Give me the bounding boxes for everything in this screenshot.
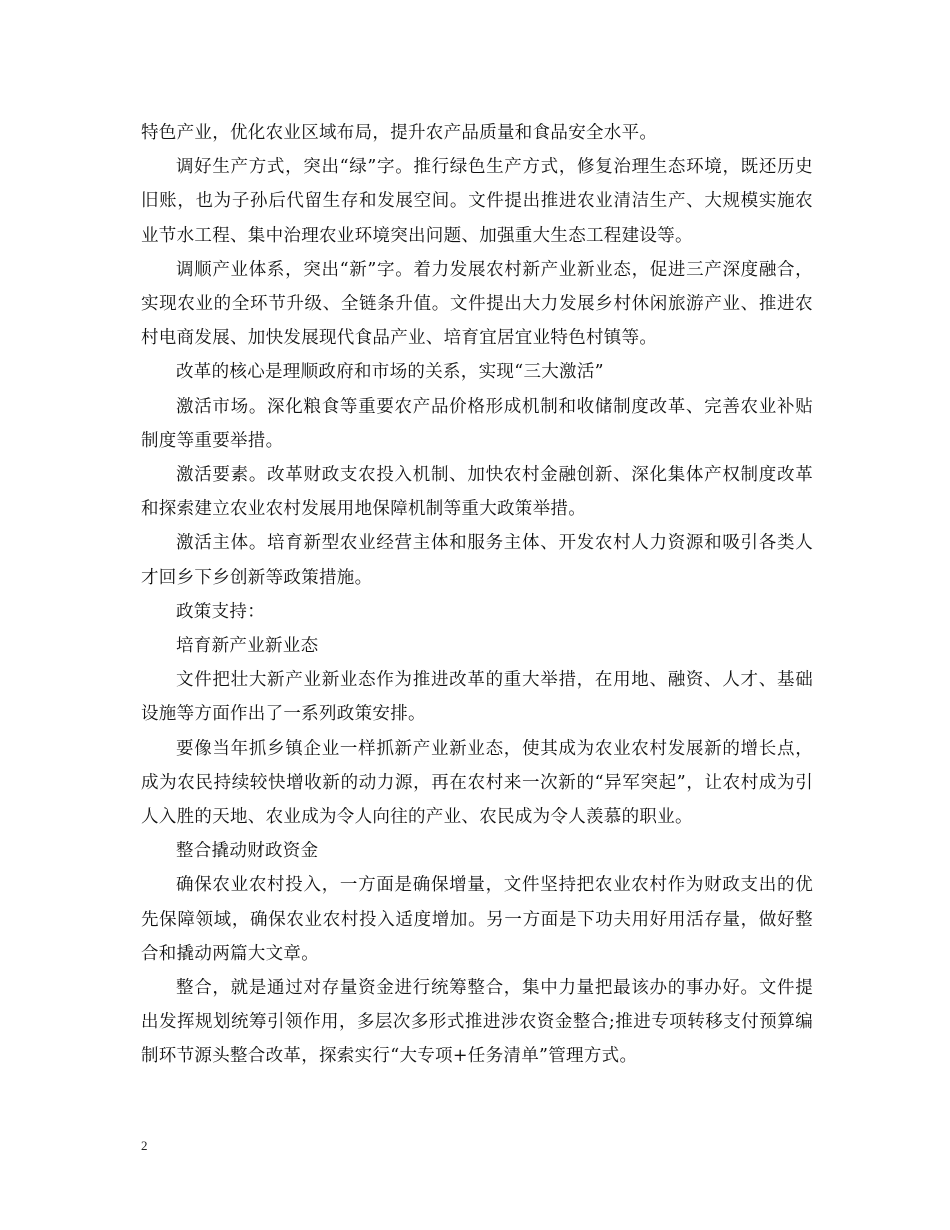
document-body: [141, 116, 813, 1074]
paragraph-13: 确保农业农村投入，一方面是确保增量，文件坚持把农业农村作为财政支出的优先保障领域，确保农业农村投入适度增加。另一方面是下功夫用好用活存量，做好整合和撬动两篇大文章。: [141, 875, 813, 964]
paragraph-2: 调好生产方式，突出“绿”字。推行绿色生产方式，修复治理生态环境，既还历史旧账，也为子孙后代留生存和发展空间。文件提出推进农业清洁生产、大规模实施农业节水工程、集中治理农业环境突出问题、加强重大生态工程建设等。: [141, 157, 813, 246]
paragraph-14: 整合，就是通过对存量资金进行统筹整合，集中力量把最该办的事办好。文件提出发挥规划统筹引领作用，多层次多形式推进涉农资金整合;推进专项转移支付预算编制环节源头整合改革，探索实行“大专项+任务清单”管理方式。: [141, 978, 813, 1067]
paragraph-6: 激活要素。改革财政支农投入机制、加快农村金融创新、深化集体产权制度改革和探索建立农业农村发展用地保障机制等重大政策举措。: [141, 465, 813, 520]
paragraph-12: 整合撬动财政资金: [176, 841, 319, 862]
paragraph-11: 要像当年抓乡镇企业一样抓新产业新业态，使其成为农业农村发展新的增长点，成为农民持续较快增收新的动力源，再在农村来一次新的“异军突起”，让农村成为引人入胜的天地、农业成为令人向往的产业、农民成为令人羡慕的职业。: [141, 738, 813, 828]
paragraph-4: 改革的核心是理顺政府和市场的关系，实现“三大激活”: [176, 362, 604, 383]
paragraph-1: 特色产业，优化农业区域布局，提升农产品质量和食品安全水平。: [141, 123, 658, 143]
paragraph-9: 培育新产业新业态: [176, 636, 319, 657]
page-number: 2: [141, 1138, 148, 1153]
paragraph-3: 调顺产业体系，突出“新”字。着力发展农村新产业新业态，促进三产深度融合，实现农业的全环节升级、全链条升值。文件提出大力发展乡村休闲旅游产业、推进农村电商发展、加快发展现代食品产业、培育宜居宜业特色村镇等。: [141, 259, 813, 349]
paragraph-7: 激活主体。培育新型农业经营主体和服务主体、开发农村人力资源和吸引各类人才回乡下乡创新等政策措施。: [141, 533, 813, 588]
paragraph-8: 政策支持：: [176, 601, 265, 622]
paragraph-5: 激活市场。深化粮食等重要农产品价格形成机制和收储制度改革、完善农业补贴制度等重要举措。: [141, 396, 813, 451]
paragraph-10: 文件把壮大新产业新业态作为推进改革的重大举措，在用地、融资、人才、基础设施等方面作出了一系列政策安排。: [141, 670, 813, 725]
